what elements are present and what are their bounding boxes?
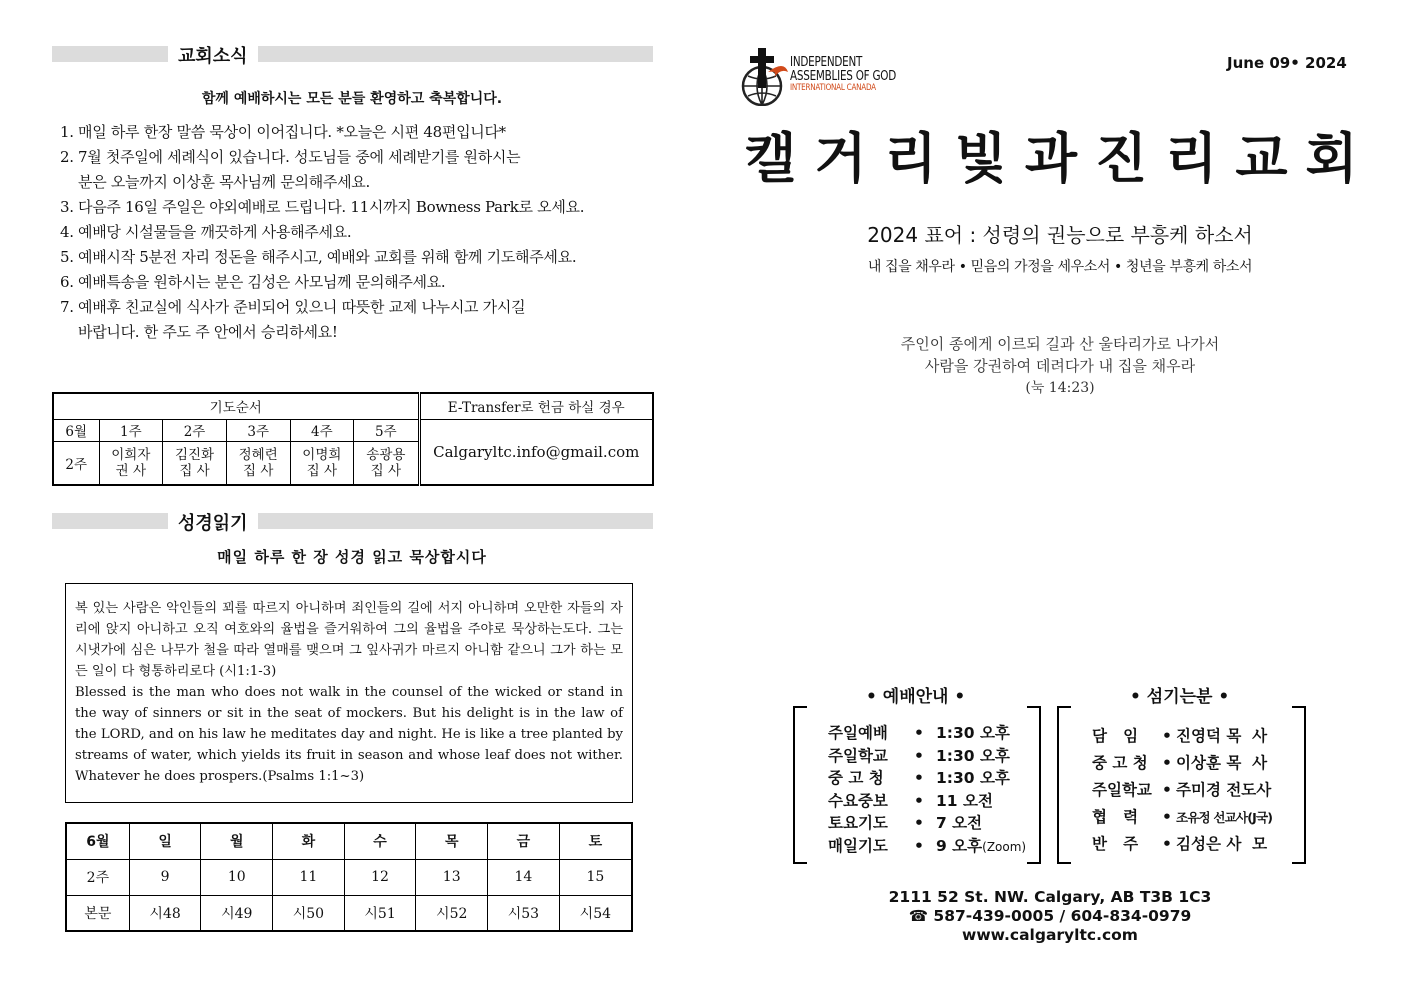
worship-bracket-left (793, 706, 807, 864)
verse-english: Blessed is the man who does not walk in the counsel of the wicked or stand in the way of sinners or sit in the seat of mockers. But his delight is in the law of the LORD, and on his law he meditates day and night. He is like a tree planted by streams of water, which yields its fruit in season and whose leaf does not wither. Whatever he does prospers.(Psalms 1:1~3) (75, 685, 623, 784)
week-header-cell: 일 (129, 823, 201, 859)
week-header-cell: 목 (416, 823, 488, 859)
church-address (740, 888, 1360, 945)
news-item: 1. 매일 하루 한장 말씀 묵상이 이어집니다. *오늘은 시편 48편입니다* (60, 123, 506, 141)
worship-row: 주일예배 • 1:30 오후 (828, 724, 1010, 742)
week-date-cell: 11 (273, 859, 345, 895)
news-header-bar (52, 46, 653, 62)
logo-text: INDEPENDENT ASSEMBLIES OF GOD INTERNATIONAL CANADA (790, 55, 896, 93)
prayer-schedule-table (52, 392, 654, 486)
prayer-person: 송광용 집 사 (354, 441, 419, 485)
etransfer-email[interactable]: Calgaryltc.info@gmail.com (419, 419, 653, 485)
worship-row: 중 고 청 • 1:30 오후 (828, 769, 1010, 788)
news-item: 4. 예배당 시설물들을 깨끗하게 사용해주세요. (60, 223, 352, 241)
worship-row: 토요기도 • 7 오전 (828, 814, 983, 833)
prayer-week: 1주 (99, 419, 163, 441)
bible-verse-box (65, 583, 633, 803)
prayer-week: 4주 (290, 419, 354, 441)
reading-subtitle: 매일 하루 한 장 성경 읽고 묵상합시다 (217, 548, 487, 566)
prayer-week: 5주 (354, 419, 419, 441)
prayer-person: 이희자 권 사 (99, 441, 163, 485)
news-item: 7. 예배후 친교실에 식사가 준비되어 있으니 따뜻한 교제 나누시고 가시길 바랍니다. 한 주도 주 안에서 승리하세요! (60, 298, 526, 341)
news-list (60, 120, 660, 345)
news-title: 교회소식 (168, 42, 258, 68)
week-text-cell: 시48 (129, 895, 201, 931)
motto-subtitle: 내 집을 채우라 • 믿음의 가정을 세우소서 • 청년을 부흥케 하소서 (867, 259, 1253, 275)
welcome-message: 함께 예배하시는 모든 분들 환영하고 축복합니다. (201, 91, 503, 107)
church-name: 캘거리빛과진리교회 (744, 127, 1376, 190)
news-item: 6. 예배특송을 원하시는 분은 김성은 사모님께 문의해주세요. (60, 273, 446, 291)
prayer-person: 이명희 집 사 (290, 441, 354, 485)
week-text-cell: 본문 (66, 895, 129, 931)
week-header-cell: 수 (344, 823, 416, 859)
phone-numbers: ☎ 587-439-0005 / 604-834-0979 (908, 907, 1192, 925)
week-date-cell: 13 (416, 859, 488, 895)
prayer-week: 2주 (163, 419, 227, 441)
reading-schedule-table (65, 822, 633, 932)
week-date-cell: 12 (344, 859, 416, 895)
worship-row: 수요중보 • 11 오전 (828, 791, 993, 810)
bulletin-date: June 09• 2024 (1227, 54, 1347, 72)
week-header-cell: 금 (488, 823, 560, 859)
server-row: 주일학교 • 주미경 전도사 (1092, 781, 1272, 799)
servers-bracket-right (1292, 706, 1306, 864)
annual-motto: 2024 표어 : 성령의 권능으로 부흥케 하소서 (867, 223, 1253, 247)
servers-title: • 섬기는분 • (1130, 687, 1230, 707)
week-date-cell: 14 (488, 859, 560, 895)
week-date-cell: 9 (129, 859, 201, 895)
week-date-cell: 2주 (66, 859, 129, 895)
prayer-person: 정혜련 집 사 (226, 441, 290, 485)
worship-bracket-right (1027, 706, 1041, 864)
prayer-month: 6월 (53, 419, 99, 441)
week-header-cell: 월 (201, 823, 273, 859)
prayer-person: 김진화 집 사 (163, 441, 227, 485)
prayer-row-label: 2주 (53, 441, 99, 485)
week-text-cell: 시53 (488, 895, 560, 931)
week-text-cell: 시54 (559, 895, 632, 931)
week-header-cell: 토 (559, 823, 632, 859)
week-text-cell: 시50 (273, 895, 345, 931)
server-row: 담 임 • 진영덕 목 사 (1092, 727, 1268, 745)
servers-list (1092, 723, 1272, 858)
servers-bracket-left (1057, 706, 1071, 864)
worship-schedule (828, 723, 1026, 859)
reading-title: 성경읽기 (168, 509, 258, 535)
week-date-cell: 15 (559, 859, 632, 895)
week-text-cell: 시51 (344, 895, 416, 931)
reading-header-bar (52, 513, 653, 529)
news-item: 2. 7월 첫주일에 세례식이 있습니다. 성도님들 중에 세례받기를 원하시는 분은 오늘까지 이상훈 목사님께 문의해주세요. (60, 148, 521, 191)
server-row: 협 력 • 조유정 선교사(J국) (1092, 808, 1273, 826)
news-item: 3. 다음주 16일 주일은 야외예배로 드립니다. 11시까지 Bowness Park로 오세요. (60, 198, 585, 216)
week-header-cell: 6월 (66, 823, 129, 859)
cross-icon (758, 48, 766, 88)
week-date-cell: 10 (201, 859, 273, 895)
website-link[interactable]: www.calgaryltc.com (962, 926, 1138, 944)
server-row: 중 고 청 • 이상훈 목 사 (1092, 754, 1268, 772)
worship-row: 매일기도 • 9 오후(Zoom) (828, 836, 1027, 855)
worship-row: 주일학교 • 1:30 오후 (828, 746, 1010, 765)
street-address: 2111 52 St. NW. Calgary, AB T3B 1C3 (888, 888, 1212, 906)
week-text-cell: 시52 (416, 895, 488, 931)
prayer-week: 3주 (226, 419, 290, 441)
etransfer-label: E-Transfer로 헌금 하실 경우 (419, 393, 653, 419)
worship-title: • 예배안내 • (866, 687, 966, 707)
server-row: 반 주 • 김성은 사 모 (1092, 835, 1268, 853)
week-header-cell: 화 (273, 823, 345, 859)
week-text-cell: 시49 (201, 895, 273, 931)
theme-verse: 주인이 종에게 이르되 길과 산 울타리가로 나가서 사람을 강권하여 데려다가 내 집을 채우라 (눅 14:23) (900, 335, 1220, 396)
prayer-header: 기도순서 (53, 393, 419, 419)
news-item: 5. 예배시작 5분전 자리 정돈을 해주시고, 예배와 교회를 위해 함께 기도해주세요. (60, 248, 577, 266)
verse-korean: 복 있는 사람은 악인들의 꾀를 따르지 아니하며 죄인들의 길에 서지 아니하며 오만한 자들의 자리에 앉지 아니하고 오직 여호와의 율법을 즐거워하여 그의 율법을 주야로 묵상하는도다. 그는 시냇가에 심은 나무가 철을 따라 열매를 맺으며 그 잎사귀가 마르지 아니함 같으니 그가 하는 모든 일이 다 형통하리로다 (시1:1-3) (75, 601, 623, 679)
